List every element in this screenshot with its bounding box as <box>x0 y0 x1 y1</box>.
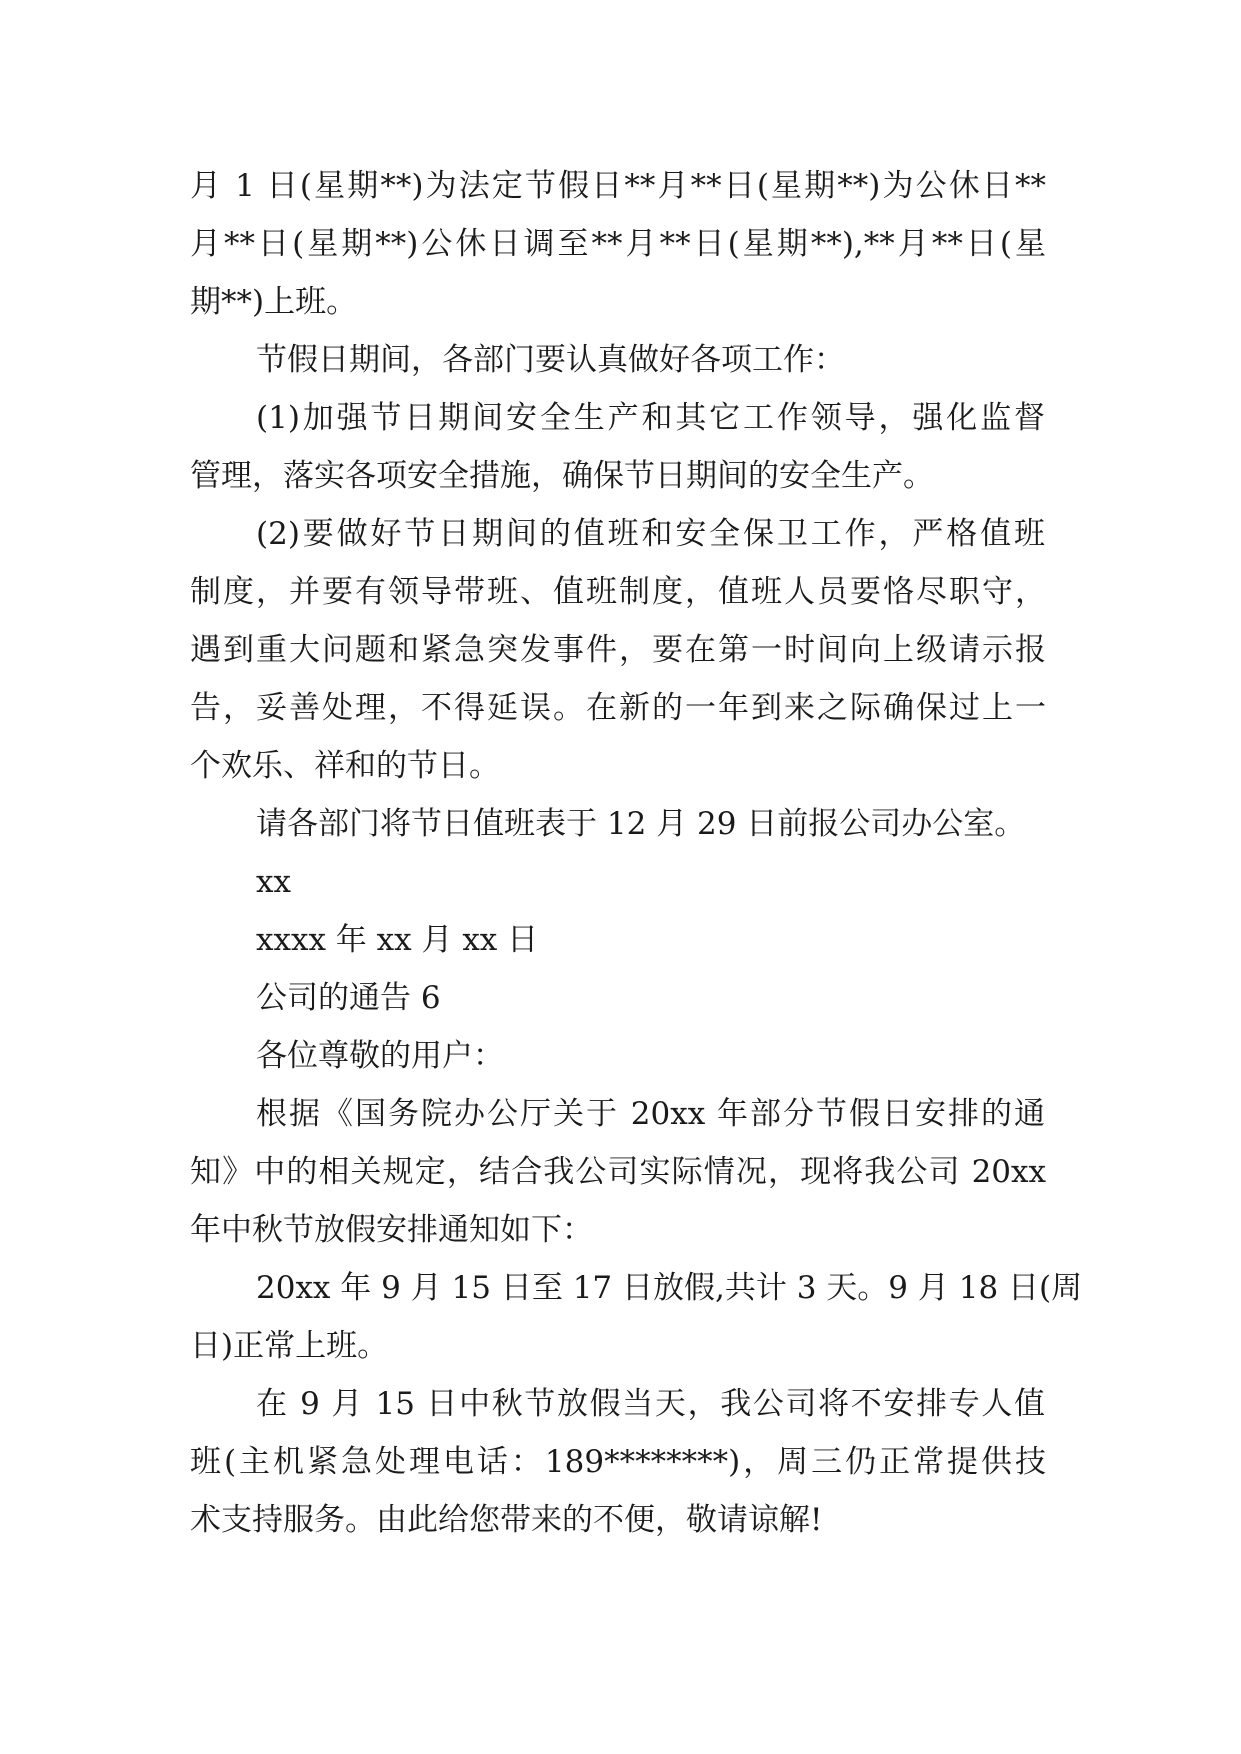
paragraph-line: (1)加强节日期间安全生产和其它工作领导，强化监督 <box>256 400 1045 436</box>
paragraph-line: (2)要做好节日期间的值班和安全保卫工作，严格值班 <box>256 516 1045 552</box>
paragraph-line: 节假日期间，各部门要认真做好各项工作： <box>256 342 845 378</box>
section-title: 公司的通告 6 <box>256 980 441 1016</box>
paragraph-line: 期**)上班。 <box>190 284 358 320</box>
paragraph-line: 年中秋节放假安排通知如下： <box>190 1212 593 1248</box>
paragraph-line: 月 1 日(星期**)为法定节假日**月**日(星期**)为公休日** <box>190 168 1046 204</box>
paragraph-line: 术支持服务。由此给您带来的不便，敬请谅解! <box>190 1502 823 1538</box>
paragraph-line: 日)正常上班。 <box>190 1328 389 1364</box>
paragraph-line: 20xx 年 9 月 15 日至 17 日放假,共计 3 天。9 月 18 日(周 <box>256 1270 1083 1306</box>
paragraph-line: 月**日(星期**)公休日调至**月**日(星期**),**月**日(星 <box>190 226 1046 262</box>
paragraph-line: 管理，落实各项安全措施，确保节日期间的安全生产。 <box>190 458 934 494</box>
paragraph-line: 班(主机紧急处理电话：189********)，周三仍正常提供技 <box>190 1444 1046 1480</box>
salutation: 各位尊敬的用户： <box>256 1038 504 1074</box>
paragraph-line: 遇到重大问题和紧急突发事件，要在第一时间向上级请示报 <box>190 632 1046 668</box>
paragraph-line: 告，妥善处理，不得延误。在新的一年到来之际确保过上一 <box>190 690 1046 726</box>
paragraph-line: 在 9 月 15 日中秋节放假当天，我公司将不安排专人值 <box>256 1386 1045 1422</box>
signature-line: xx <box>256 864 291 900</box>
paragraph-line: 根据《国务院办公厅关于 20xx 年部分节假日安排的通 <box>256 1096 1045 1132</box>
paragraph-line: 知》中的相关规定，结合我公司实际情况，现将我公司 20xx <box>190 1154 1046 1190</box>
paragraph-line: 制度，并要有领导带班、值班制度，值班人员要恪尽职守， <box>190 574 1046 610</box>
paragraph-line: 个欢乐、祥和的节日。 <box>190 748 500 784</box>
paragraph-line: 请各部门将节日值班表于 12 月 29 日前报公司办公室。 <box>256 806 1026 842</box>
date-line: xxxx 年 xx 月 xx 日 <box>256 922 539 958</box>
